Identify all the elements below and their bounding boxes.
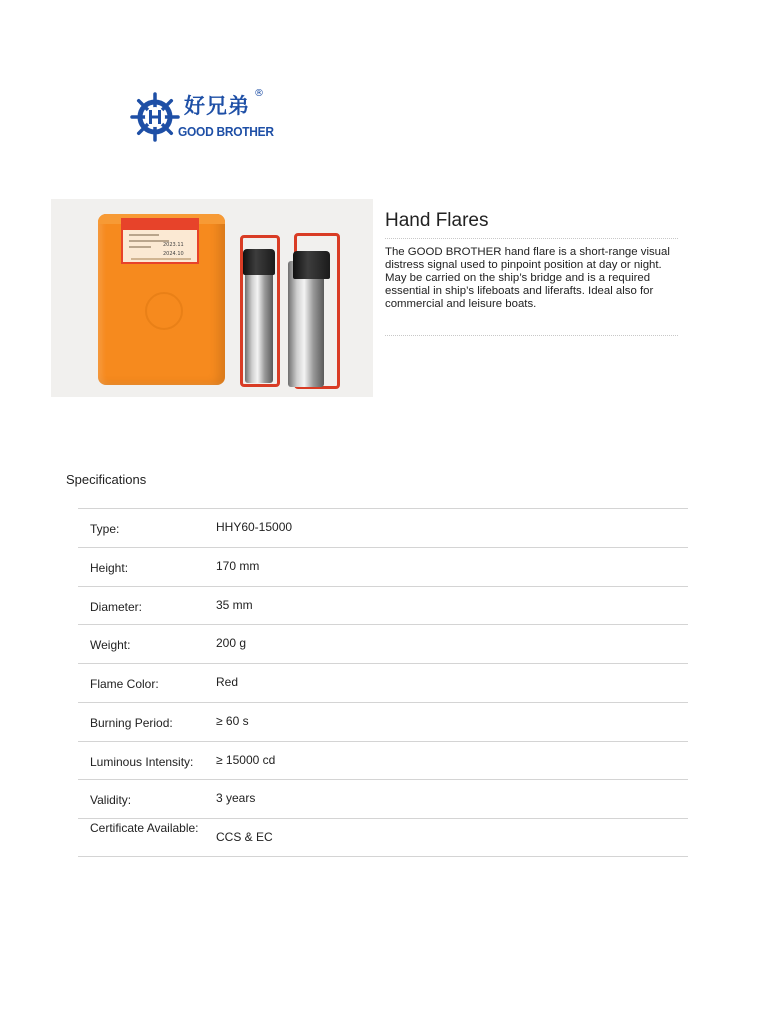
spec-label: Certificate Available: xyxy=(90,821,199,835)
box-label-date-2: 2024.10 xyxy=(163,251,184,257)
spec-value: ≥ 15000 cd xyxy=(216,752,276,767)
product-title: Hand Flares xyxy=(385,210,489,231)
box-emblem-icon xyxy=(145,292,183,330)
spec-row-flame-color xyxy=(78,663,688,702)
flare-cap-left xyxy=(243,249,275,275)
spec-row-diameter xyxy=(78,586,688,625)
spec-value: ≥ 60 s xyxy=(216,713,249,728)
flare-storage-box xyxy=(98,214,225,385)
brand-logo xyxy=(130,88,274,146)
spec-label: Luminous Intensity: xyxy=(90,754,194,769)
product-description: The GOOD BROTHER hand flare is a short-range visual distress signal used to pinpoint position at day or night. May be carried on the ship’s bridge and is a required essential in ship’s lifeboats and liferafts. Ideal also for commercial and leisure boats. xyxy=(385,246,670,310)
spec-label: Height: xyxy=(90,560,129,575)
spec-label: Flame Color: xyxy=(90,677,159,691)
title-divider xyxy=(385,238,678,239)
spec-value: HHY60-15000 xyxy=(216,520,293,534)
spec-row-validity xyxy=(78,779,688,818)
registered-mark: ® xyxy=(254,88,264,99)
spec-row-certificate xyxy=(78,818,688,857)
spec-row-type xyxy=(78,508,688,547)
spec-value: 170 mm xyxy=(216,558,260,573)
specifications-table xyxy=(78,508,688,857)
description-divider xyxy=(385,335,678,336)
product-image xyxy=(51,199,373,397)
ship-wheel-icon xyxy=(130,92,180,142)
spec-row-weight xyxy=(78,624,688,663)
spec-label: Burning Period: xyxy=(90,715,173,730)
spec-label: Weight: xyxy=(90,638,131,653)
spec-label: Diameter: xyxy=(90,599,143,614)
spec-row-luminous-intensity xyxy=(78,741,688,780)
spec-value: 35 mm xyxy=(216,597,253,612)
spec-row-burning-period xyxy=(78,702,688,741)
spec-value: Red xyxy=(216,675,239,689)
spec-label: Validity: xyxy=(90,793,132,808)
specifications-heading: Specifications xyxy=(66,472,147,487)
box-label xyxy=(121,218,199,264)
box-label-date-1: 2023.11 xyxy=(163,242,184,248)
spec-row-height xyxy=(78,547,688,586)
flare-tube-left xyxy=(245,259,273,383)
spec-value: CCS & EC xyxy=(216,830,273,844)
spec-value: 3 years xyxy=(216,791,256,806)
brand-name-cn: 好兄弟 xyxy=(184,94,250,118)
flare-tube-right xyxy=(288,261,324,387)
spec-label: Type: xyxy=(90,522,120,536)
spec-value: 200 g xyxy=(216,636,247,651)
brand-name-en: GOOD BROTHER xyxy=(178,124,274,139)
flare-cap-right xyxy=(293,251,330,279)
